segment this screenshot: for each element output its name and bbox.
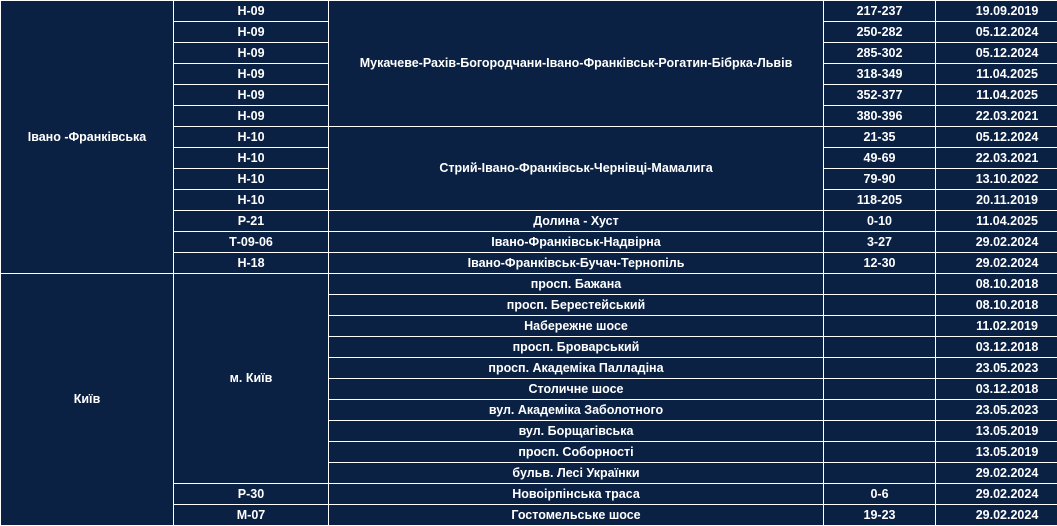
road-index-cell: Н-09 <box>174 64 329 85</box>
date-cell: 08.10.2018 <box>936 274 1057 295</box>
date-cell: 08.10.2018 <box>936 295 1057 316</box>
km-range-cell <box>824 421 936 442</box>
road-name-cell: вул. Борщагівська <box>329 421 824 442</box>
road-index-cell: Н-09 <box>174 106 329 127</box>
km-range-cell: 352-377 <box>824 85 936 106</box>
date-cell: 03.12.2018 <box>936 379 1057 400</box>
km-range-cell <box>824 400 936 421</box>
region-cell: Київ <box>1 274 174 526</box>
date-cell: 13.10.2022 <box>936 169 1057 190</box>
km-range-cell: 118-205 <box>824 190 936 211</box>
date-cell: 23.05.2023 <box>936 358 1057 379</box>
road-name-cell: просп. Берестейський <box>329 295 824 316</box>
road-name-cell: Стрий-Івано-Франківськ-Чернівці-Мамалига <box>329 127 824 211</box>
km-range-cell: 217-237 <box>824 1 936 22</box>
road-name-cell: Новоірпінська траса <box>329 484 824 505</box>
road-name-cell: Гостомельське шосе <box>329 505 824 526</box>
road-name-cell: Набережне шосе <box>329 316 824 337</box>
road-name-cell: просп. Бажана <box>329 274 824 295</box>
road-index-cell: Н-09 <box>174 1 329 22</box>
road-index-cell: м. Київ <box>174 274 329 484</box>
date-cell: 22.03.2021 <box>936 106 1057 127</box>
date-cell: 13.05.2019 <box>936 421 1057 442</box>
km-range-cell <box>824 379 936 400</box>
date-cell: 29.02.2024 <box>936 505 1057 526</box>
date-cell: 23.05.2023 <box>936 400 1057 421</box>
km-range-cell: 285-302 <box>824 43 936 64</box>
date-cell: 05.12.2024 <box>936 127 1057 148</box>
road-index-cell: Н-09 <box>174 85 329 106</box>
date-cell: 11.02.2019 <box>936 316 1057 337</box>
km-range-cell: 380-396 <box>824 106 936 127</box>
date-cell: 05.12.2024 <box>936 43 1057 64</box>
road-name-cell: просп. Академіка Палладіна <box>329 358 824 379</box>
date-cell: 11.04.2025 <box>936 64 1057 85</box>
km-range-cell: 79-90 <box>824 169 936 190</box>
km-range-cell: 3-27 <box>824 232 936 253</box>
road-name-cell: бульв. Лесі Українки <box>329 463 824 484</box>
date-cell: 29.02.2024 <box>936 484 1057 505</box>
road-index-cell: Р-21 <box>174 211 329 232</box>
date-cell: 29.02.2024 <box>936 232 1057 253</box>
km-range-cell: 19-23 <box>824 505 936 526</box>
table-row <box>1 274 1057 295</box>
road-index-cell: Н-10 <box>174 148 329 169</box>
date-cell: 13.05.2019 <box>936 442 1057 463</box>
date-cell: 03.12.2018 <box>936 337 1057 358</box>
km-range-cell <box>824 358 936 379</box>
road-index-cell: Т-09-06 <box>174 232 329 253</box>
km-range-cell <box>824 316 936 337</box>
date-cell: 20.11.2019 <box>936 190 1057 211</box>
date-cell: 22.03.2021 <box>936 148 1057 169</box>
road-index-cell: Н-09 <box>174 22 329 43</box>
road-index-cell: Н-09 <box>174 43 329 64</box>
km-range-cell: 250-282 <box>824 22 936 43</box>
km-range-cell: 12-30 <box>824 253 936 274</box>
km-range-cell <box>824 295 936 316</box>
road-index-cell: Н-10 <box>174 169 329 190</box>
road-index-cell: Р-30 <box>174 484 329 505</box>
date-cell: 05.12.2024 <box>936 22 1057 43</box>
road-name-cell: Івано-Франківськ-Надвірна <box>329 232 824 253</box>
region-cell: Івано -Франківська <box>1 1 174 274</box>
road-name-cell: Столичне шосе <box>329 379 824 400</box>
table-body <box>1 1 1057 526</box>
date-cell: 11.04.2025 <box>936 85 1057 106</box>
date-cell: 19.09.2019 <box>936 1 1057 22</box>
road-name-cell: Івано-Франківськ-Бучач-Тернопіль <box>329 253 824 274</box>
road-index-cell: Н-10 <box>174 127 329 148</box>
road-name-cell: просп. Броварський <box>329 337 824 358</box>
date-cell: 29.02.2024 <box>936 253 1057 274</box>
km-range-cell: 21-35 <box>824 127 936 148</box>
km-range-cell: 0-10 <box>824 211 936 232</box>
km-range-cell: 49-69 <box>824 148 936 169</box>
road-name-cell: Мукачеве-Рахів-Богородчани-Івано-Франківськ-Рогатин-Бібрка-Львів <box>329 1 824 127</box>
date-cell: 29.02.2024 <box>936 463 1057 484</box>
road-index-cell: Н-18 <box>174 253 329 274</box>
km-range-cell: 318-349 <box>824 64 936 85</box>
km-range-cell <box>824 274 936 295</box>
road-name-cell: просп. Соборності <box>329 442 824 463</box>
road-name-cell: вул. Академіка Заболотного <box>329 400 824 421</box>
date-cell: 11.04.2025 <box>936 211 1057 232</box>
km-range-cell <box>824 442 936 463</box>
road-name-cell: Долина - Хуст <box>329 211 824 232</box>
table-row <box>1 1 1057 22</box>
road-index-cell: Н-10 <box>174 190 329 211</box>
km-range-cell <box>824 337 936 358</box>
road-index-cell: М-07 <box>174 505 329 526</box>
km-range-cell: 0-6 <box>824 484 936 505</box>
km-range-cell <box>824 463 936 484</box>
